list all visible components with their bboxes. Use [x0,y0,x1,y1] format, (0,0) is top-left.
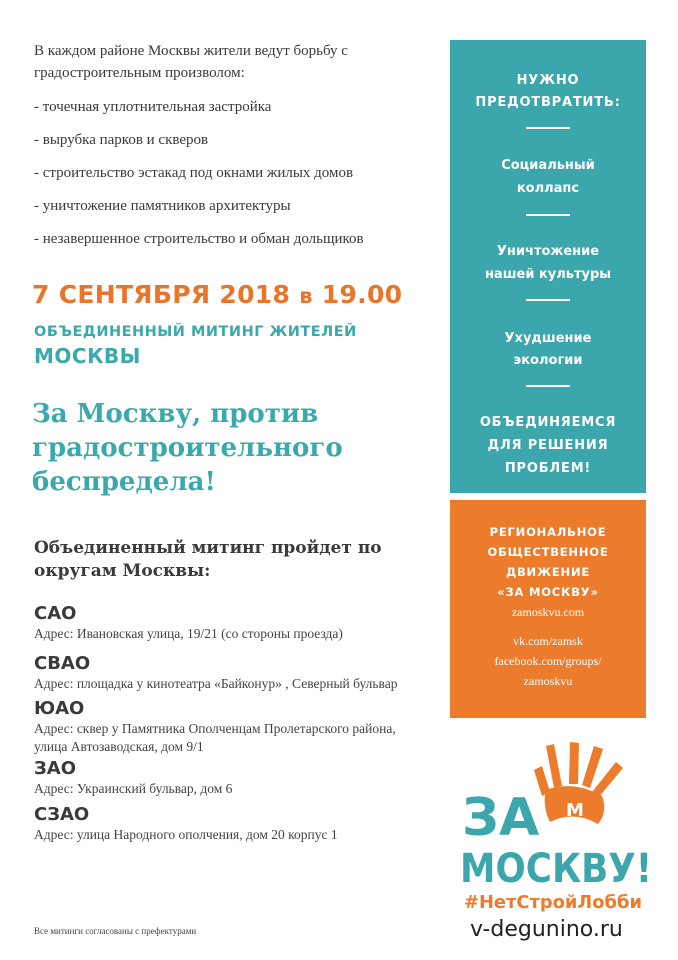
facebook-link[interactable]: facebook.com/groups/ [494,654,602,668]
slogan [32,397,432,499]
za-moskvu-logo [458,740,658,915]
divider [526,385,570,387]
district-svao [34,653,397,693]
movement-name: «ЗА МОСКВУ» [497,585,599,599]
website-link[interactable]: zamoskvu.com [511,605,585,619]
district-address: Адрес: улица Народного ополчения, дом 20 корпус 1 [34,827,338,842]
list-item: - незавершенное строительство и обман дольщиков [34,231,364,247]
prevent-item: нашей культуры [484,267,612,282]
prevent-heading: НУЖНО [516,73,580,88]
district-address: улица Автозаводская, дом 9/1 [34,739,204,754]
footnote: Все митинги согласованы с префектурами [34,926,197,936]
district-yuao [34,698,396,756]
slogan-line: За Москву, против [32,399,319,429]
divider [526,214,570,216]
district-address: Адрес: сквер у Памятника Ополченцам Пролетарского района, [34,721,396,736]
district-name: ЮАО [34,698,85,719]
list-item: - уничтожение памятников архитектуры [34,198,291,214]
divider [526,127,570,129]
event-subtitle-line-1: ОБЪЕДИНЕННЫЙ МИТИНГ ЖИТЕЛЕЙ [34,324,357,340]
prevent-heading: ПРЕДОТВРАТИТЬ: [475,95,621,110]
district-sao [34,603,343,643]
event-subtitle-line-2: МОСКВЫ [34,344,141,368]
district-name: СЗАО [34,804,90,825]
districts-title-line: округам Москвы: [34,561,211,581]
prevent-panel [450,40,646,493]
intro-line-2: градостроительным произволом: [34,65,245,81]
district-name: СВАО [34,653,91,674]
district-address: Адрес: Ивановская улица, 19/21 (со стороны проезда) [34,626,343,641]
prevent-item: Социальный [501,158,595,173]
movement-panel [450,500,646,718]
watermark: v-degunino.ru [470,917,623,942]
logo-moskvu: МОСКВУ! [460,846,652,892]
prevent-item: экологии [513,353,583,368]
vk-link[interactable]: vk.com/zamsk [513,634,583,648]
districts-title-line: Объединенный митинг пройдет по [34,538,382,558]
event-date-at: в [299,284,313,308]
event-date-day: 7 СЕНТЯБРЯ 2018 [32,280,291,309]
event-time: 19.00 [321,280,403,309]
intro-line-1: В каждом районе Москвы жители ведут борьбу с [34,43,348,59]
list-item: - строительство эстакад под окнами жилых домов [34,165,354,181]
prevent-call: ОБЪЕДИНЯЕМСЯ [479,415,617,430]
logo-hashtag: #НетСтройЛобби [464,892,642,913]
logo-m: М [566,800,584,821]
prevent-call: ДЛЯ РЕШЕНИЯ [487,438,609,453]
event-date [32,280,402,309]
district-address: Адрес: площадка у кинотеатра «Байконур» , Северный бульвар [34,676,398,691]
district-szao [34,804,338,844]
intro-text [34,40,434,84]
slogan-line: беспредела! [32,467,216,497]
list-item: - точечная уплотнительная застройка [34,99,272,115]
movement-name: РЕГИОНАЛЬНОЕ [489,525,607,539]
districts-title [34,537,444,583]
divider [526,299,570,301]
movement-name: ОБЩЕСТВЕННОЕ [487,545,609,559]
facebook-link-cont[interactable]: zamoskvu [523,674,573,688]
slogan-line: градостроительного [32,433,343,463]
logo-za: ЗА [462,788,540,848]
district-zao [34,758,232,798]
prevent-item: Ухудшение [504,331,592,346]
district-name: САО [34,603,77,624]
movement-name: ДВИЖЕНИЕ [505,565,591,579]
prevent-item: коллапс [516,181,580,196]
district-name: ЗАО [34,758,77,779]
prevent-call: ПРОБЛЕМ! [504,461,592,476]
prevent-item: Уничтожение [496,244,600,259]
problems-list [34,96,444,261]
list-item: - вырубка парков и скверов [34,132,209,148]
district-address: Адрес: Украинский бульвар, дом 6 [34,781,233,796]
